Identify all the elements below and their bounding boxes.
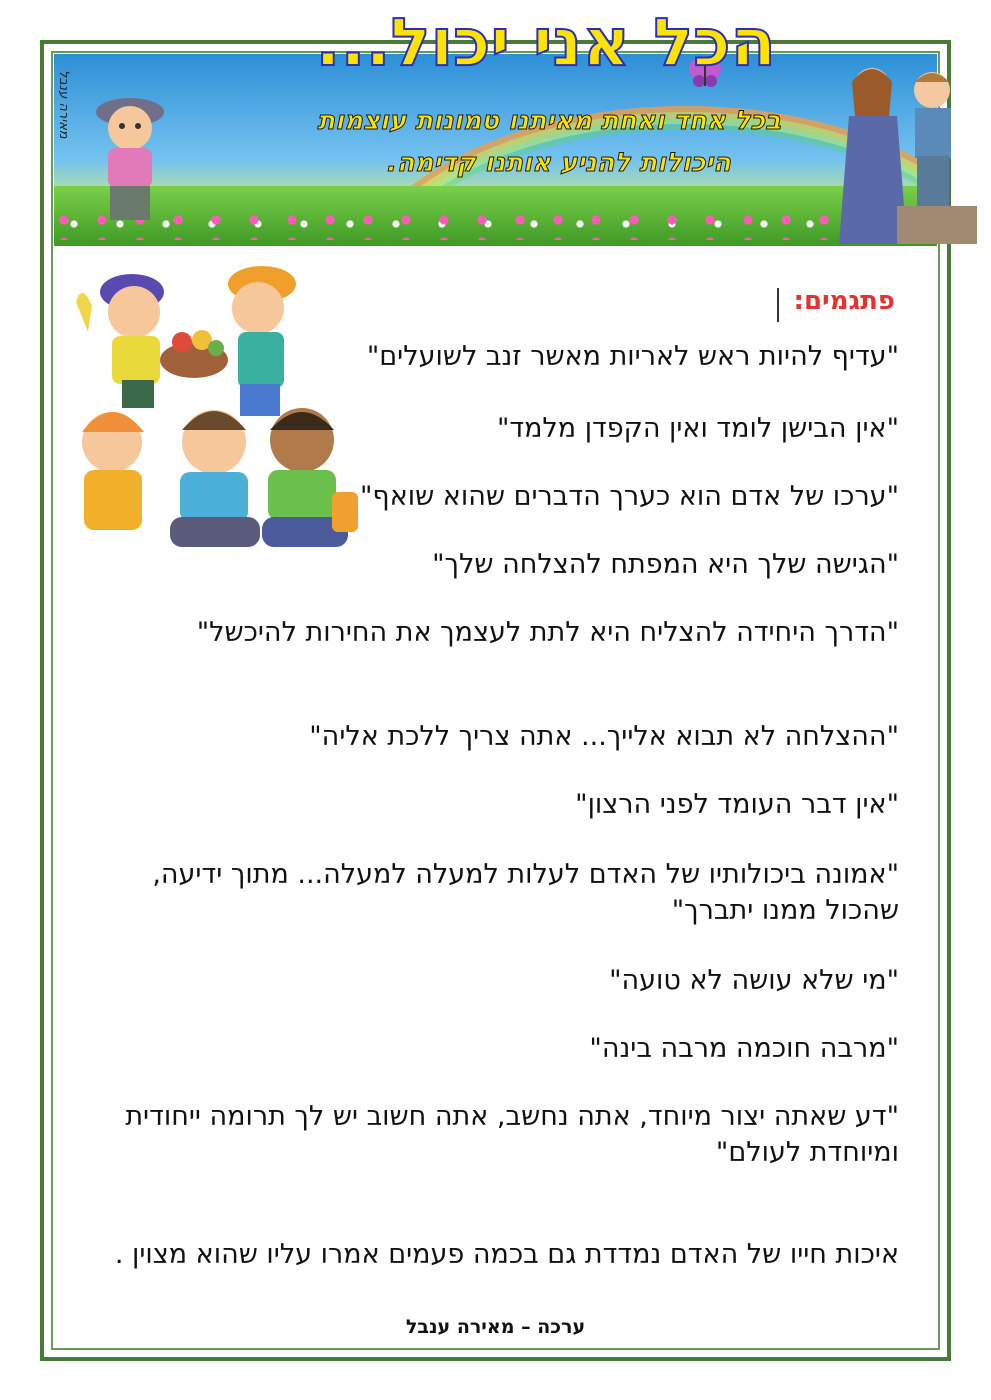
banner-subtitle-line1: בכל אחד ואחת מאיתנו טמונות עוצמות [317,106,781,136]
quote-line: "דע שאתה יצור מיוחד, אתה נחשב, אתה חשוב יש לך תרומה ייחודית [125,1101,899,1132]
quote-line: "הגישה שלך היא המפתח להצלחה שלך" [432,549,899,580]
section-heading: פתגמים: [793,286,895,316]
quote-line: "עדיף להיות ראש לאריות מאשר זנב לשועלים" [366,341,899,372]
boy-illustration [80,80,180,230]
quote-line: שהכול ממנו יתברך" [671,895,899,926]
quote-line: "מרבה חוכמה מרבה בינה" [589,1033,899,1064]
banner-subtitle-line2: היכולות להניע אותנו קדימה. [386,148,731,178]
footer-signature: ערכה – מאירה ענבל [405,1316,586,1338]
quote-line: "ערכו של אדם הוא כערך הדברים שהוא שואף" [360,481,899,512]
banner-side-credit: מאירה ענבל [56,70,71,139]
text-cursor [777,288,779,322]
banner-title: הכל אני יכול... [315,4,776,81]
quote-line: "הדרך היחידה להצליח היא לתת לעצמך את החירות להיכשל" [196,617,899,648]
quote-line: "אין הבישן לומד ואין הקפדן מלמד" [496,413,899,444]
kids-group-illustration [62,262,362,562]
closing-line: איכות חייו של האדם נמדדת גם בכמה פעמים אמרו עליו שהוא מצוין . [114,1239,899,1270]
quote-line: "אין דבר העומד לפני הרצון" [575,789,899,820]
quote-line: "ההצלחה לא תבוא אלייך... אתה צריך ללכת אליה" [309,721,899,752]
quote-line: "מי שלא עושה לא טועה" [609,965,899,996]
quote-line: ומיוחדת לעולם" [715,1137,899,1168]
quote-line: "אמונה ביכולותיו של האדם לעלות למעלה למעלה... מתוך ידיעה, [152,859,899,890]
flowers-decoration [54,210,937,240]
children-couple-illustration [827,56,977,244]
